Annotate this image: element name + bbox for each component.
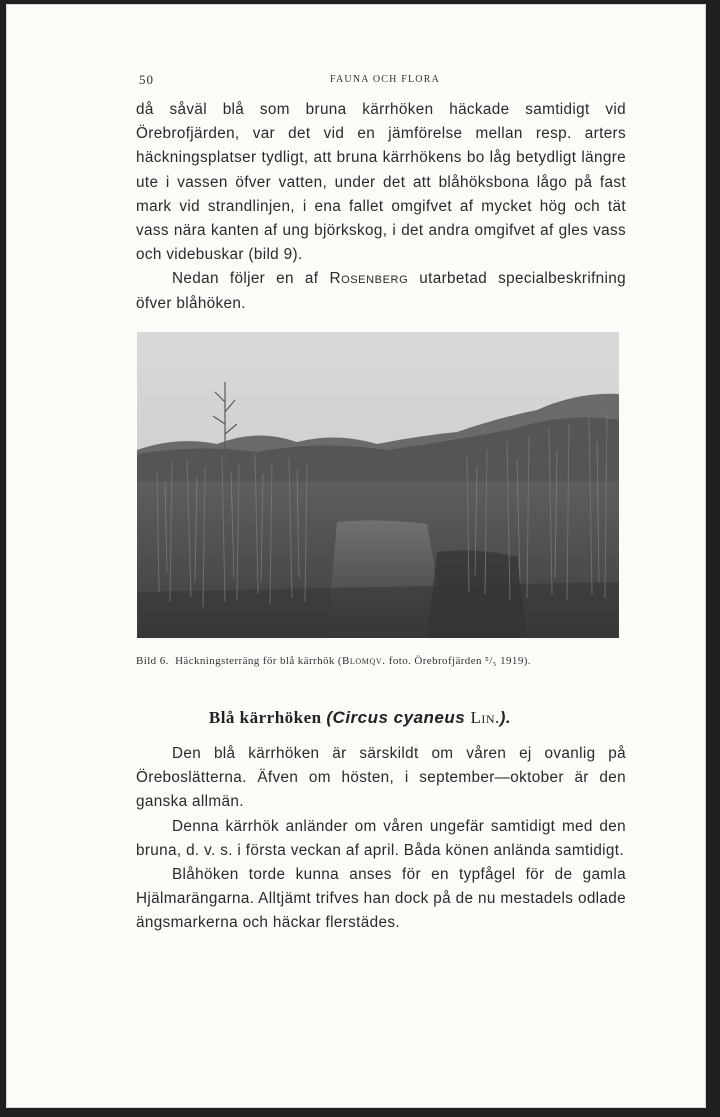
caption-photographer: Blomqv. [342, 655, 386, 667]
marsh-photograph [137, 332, 619, 638]
page-number: 50 [139, 72, 154, 87]
section-paragraph-2: Denna kärrhök anländer om våren ungefär samtidigt med den bruna, d. v. s. i första veckan af april. Båda könen anlända samtidigt. [136, 817, 626, 859]
intro-text [136, 98, 626, 316]
caption-label: Bild 6. [136, 655, 169, 667]
figure-caption [136, 655, 626, 667]
section-text [136, 742, 626, 936]
caption-text: Häckningsterräng för blå kärrhök ( [175, 655, 342, 667]
intro-paragraph-1: då såväl blå som bruna kärrhöken häckade samtidigt vid Örebrofjärden, var det vid en jämförelse mellan resp. arters häckningsplatser tydligt, att bruna kärrhökens bo låg betydligt längre ute i vassen öfver vatten, under det att blåhöksbona lågo på fast mark vid strandlinjen, i ena fallet omgifvet af mycket hög och tät vass nära kanten af ung björkskog, i det andra omgifvet af gles vass och videbuskar (bild 9). [136, 101, 626, 264]
section-paragraph-1: Den blå kärrhöken är särskildt om våren ej ovanlig på Öreboslätterna. Äfven om hösten, i september—oktober är den ganska allmän. [136, 745, 626, 811]
intro-paragraph-2 [136, 267, 626, 315]
page-header [139, 72, 631, 90]
reed-marsh-image [137, 332, 619, 638]
heading-latin: (Circus cyaneus [326, 708, 471, 727]
heading-close: ). [499, 708, 512, 727]
intro-paragraph-2-start: Nedan följer en af [172, 270, 330, 288]
section-paragraph-3: Blåhöken torde kunna anses för en typfågel för de gamla Hjälmarängarna. Alltjämt trifves han dock på de nu mestadels odlade ängsmarkerna och häckar flerstädes. [136, 866, 626, 932]
caption-rest: foto. Örebrofjärden ⁵/₅ 1919). [385, 655, 531, 667]
heading-swedish: Blå kärrhöken [208, 708, 327, 727]
running-head: FAUNA OCH FLORA [329, 74, 441, 85]
author-rosenberg: Rosenberg [329, 270, 409, 288]
intro-paragraph-2-end: utarbetad specialbeskrifning öfver blåhöken. [136, 270, 626, 312]
heading-author: Lin. [470, 708, 500, 727]
section-heading [0, 708, 720, 728]
